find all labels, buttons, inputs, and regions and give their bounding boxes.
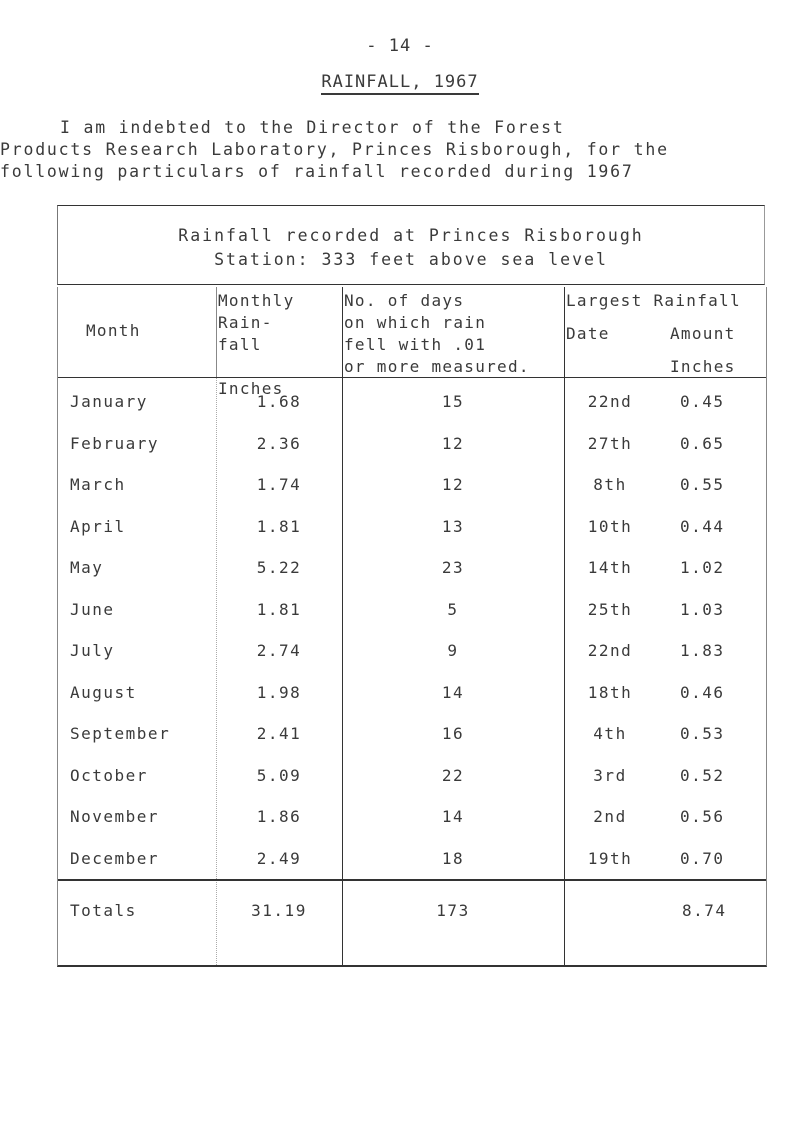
intro-line: Products Research Laboratory, Princes Risborough, for the (0, 140, 669, 159)
month-cell: April (70, 516, 126, 536)
amount-cell: 0.45 (680, 392, 725, 411)
rainfall-cell: 2.41 (256, 724, 302, 743)
days-cell: 18 (441, 848, 465, 868)
days-cell: 15 (441, 392, 465, 411)
rainfall-cell: 1.98 (256, 682, 302, 702)
rainfall-cell: 1.68 (256, 392, 302, 411)
days-cell: 9 (447, 641, 459, 660)
header-amount: Amount (670, 324, 736, 343)
date-cell: 3rd (593, 765, 627, 785)
amount-cell: 0.70 (680, 848, 725, 868)
date-cell: 2nd (593, 807, 627, 826)
month-cell: March (70, 475, 126, 494)
date-cell: 19th (587, 848, 633, 868)
date-cell: 22nd (587, 392, 633, 411)
caption-line-1: Rainfall recorded at Princes Risborough (178, 226, 644, 245)
amount-cell: 1.83 (680, 641, 725, 660)
rainfall-cell: 1.74 (256, 475, 302, 494)
days-cell: 14 (441, 682, 465, 702)
days-cell: 12 (441, 433, 465, 453)
rainfall-cell: 2.74 (256, 641, 302, 660)
date-cell: 22nd (587, 641, 633, 660)
amount-cell: 0.53 (680, 724, 725, 743)
amount-cell: 0.55 (680, 475, 725, 494)
header-monthly-rainfall: Monthly Rain- fall Inches (218, 291, 295, 398)
header-amount-unit: Inches (670, 357, 736, 376)
header-largest-rainfall: Largest Rainfall (566, 291, 741, 310)
days-cell: 22 (441, 765, 465, 785)
rainfall-cell: 5.09 (256, 765, 302, 785)
totals-label: Totals (70, 901, 137, 920)
amount-cell: 0.44 (680, 516, 725, 536)
days-cell: 23 (441, 558, 465, 577)
date-cell: 14th (587, 558, 633, 577)
days-cell: 5 (447, 599, 459, 619)
month-cell: May (70, 558, 104, 577)
rainfall-cell: 5.22 (256, 558, 302, 577)
date-cell: 25th (587, 599, 633, 619)
rainfall-cell: 2.36 (256, 433, 302, 453)
rainfall-cell: 1.81 (256, 516, 302, 536)
date-cell: 8th (593, 475, 627, 494)
amount-cell: 0.52 (680, 765, 725, 785)
days-cell: 12 (441, 475, 465, 494)
rainfall-cell: 2.49 (256, 848, 302, 868)
date-cell: 18th (587, 682, 633, 702)
intro-line: I am indebted to the Director of the Forest (60, 118, 565, 137)
month-cell: January (70, 392, 148, 411)
totals-days: 173 (436, 901, 470, 920)
page-number: - 14 - (366, 36, 434, 56)
rainfall-table (57, 287, 767, 967)
header-month: Month (86, 321, 141, 340)
month-cell: December (70, 848, 160, 868)
amount-cell: 0.56 (680, 807, 725, 826)
table-caption (57, 205, 765, 285)
month-cell: September (70, 724, 171, 743)
intro-paragraph (0, 117, 778, 183)
days-cell: 16 (441, 724, 465, 743)
amount-cell: 1.02 (680, 558, 725, 577)
month-cell: July (70, 641, 115, 660)
page-title: RAINFALL, 1967 (321, 72, 478, 95)
date-cell: 4th (593, 724, 627, 743)
totals-rule (58, 879, 766, 881)
amount-cell: 0.46 (680, 682, 725, 702)
column-divider (564, 287, 565, 965)
totals-rainfall: 31.19 (251, 901, 307, 920)
caption-line-2: Station: 333 feet above sea level (214, 250, 608, 269)
intro-line: following particulars of rainfall recorded during 1967 (0, 162, 634, 181)
date-cell: 27th (587, 433, 633, 453)
amount-cell: 0.65 (680, 433, 725, 453)
month-cell: November (70, 807, 160, 826)
column-divider (216, 287, 217, 377)
header-days-of-rain: No. of days on which rain fell with .01 or more measured. (344, 291, 530, 376)
month-cell: June (70, 599, 115, 619)
rainfall-cell: 1.86 (256, 807, 302, 826)
days-cell: 14 (441, 807, 465, 826)
date-cell: 10th (587, 516, 633, 536)
column-divider (216, 377, 217, 965)
month-cell: August (70, 682, 137, 702)
totals-amount: 8.74 (682, 901, 727, 920)
amount-cell: 1.03 (680, 599, 725, 619)
rainfall-cell: 1.81 (256, 599, 302, 619)
header-date: Date (566, 324, 610, 343)
days-cell: 13 (441, 516, 465, 536)
month-cell: October (70, 765, 148, 785)
month-cell: February (70, 433, 160, 453)
